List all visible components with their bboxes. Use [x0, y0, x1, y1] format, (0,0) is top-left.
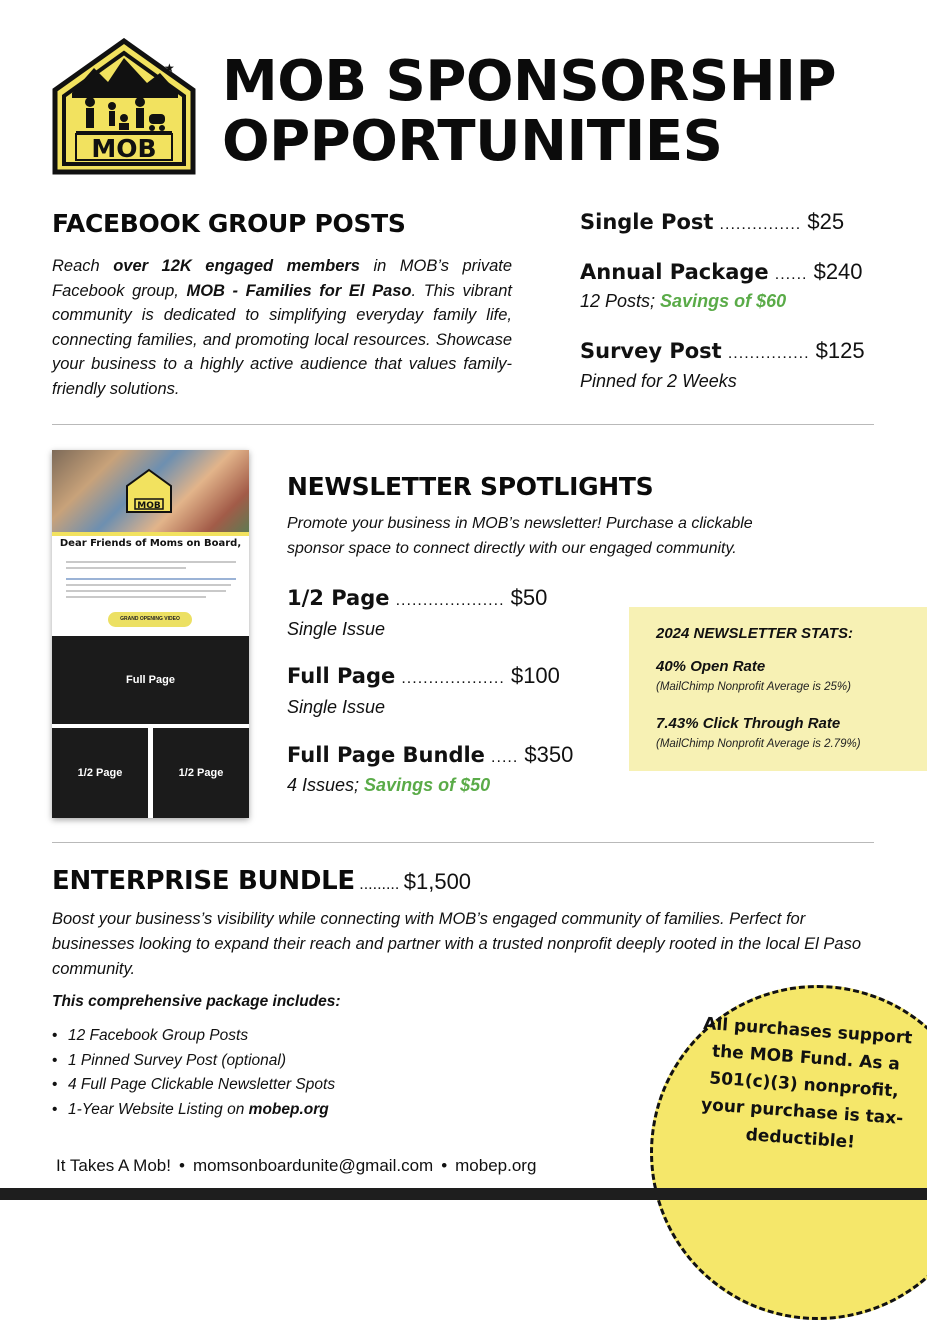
price-half-page: 1/2 Page .................... $50: [287, 585, 548, 610]
survey-post-note: Pinned for 2 Weeks: [580, 371, 737, 391]
price-survey-post: Survey Post ............... $125: [580, 338, 865, 363]
open-rate-stat: 40% Open Rate: [656, 658, 766, 675]
enterprise-amount: $1,500: [403, 869, 472, 894]
includes-title: This comprehensive package includes:: [52, 993, 341, 1010]
newsletter-heading: NEWSLETTER SPOTLIGHTS: [287, 472, 654, 501]
text-line: [66, 578, 236, 580]
list-item: • 4 Full Page Clickable Newsletter Spots: [52, 1073, 335, 1098]
click-rate-note: (MailChimp Nonprofit Average is 2.79%): [656, 738, 861, 750]
facebook-heading: FACEBOOK GROUP POSTS: [52, 209, 406, 238]
price-full-page: Full Page ................... $100: [287, 663, 560, 688]
mob-logo: [52, 38, 196, 176]
footer-email[interactable]: momsonboardunite@gmail.com: [192, 1156, 434, 1175]
stats-title: 2024 NEWSLETTER STATS:: [656, 625, 853, 642]
enterprise-description: Boost your business’s visibility while connecting with MOB’s engaged community of families. Perfect for businesses looking to expand their reach and partner with a trusted nonprofit deeply rooted in the local El Paso community.: [52, 910, 861, 978]
svg-text:★: ★: [164, 61, 175, 75]
footer-tagline: It Takes A Mob!: [56, 1156, 171, 1175]
grand-opening-video-button: GRAND OPENING VIDEO: [108, 612, 192, 627]
facebook-intro: Reach over 12K engaged members in MOB’s private Facebook group, MOB - Families for El Paso. This vibrant community is dedicated to simplifying everyday family life, connecting families, and promoting local resources. Showcase your business to a highly active audience that values family-friendly solutions.: [52, 257, 513, 398]
footer: [56, 1156, 536, 1176]
open-rate-note: (MailChimp Nonprofit Average is 25%): [656, 681, 851, 693]
text-line: [66, 596, 206, 598]
enterprise-heading: ENTERPRISE BUNDLE: [52, 866, 355, 896]
price-annual-package: Annual Package ...... $240: [580, 259, 863, 284]
full-page-slot: Full Page: [52, 636, 249, 724]
newsletter-intro: Promote your business in MOB’s newsletter! Purchase a clickable sponsor space to connect directly with our engaged community.: [287, 515, 753, 557]
annual-package-note: 12 Posts; Savings of $60: [580, 291, 787, 311]
list-item: • 12 Facebook Group Posts: [52, 1024, 335, 1049]
footer-separator: •: [178, 1156, 185, 1175]
tax-deductible-text: All purchases support the MOB Fund. As a 501(c)(3) nonprofit, your purchase is tax-deductible!: [700, 1013, 913, 1153]
list-item: • 1 Pinned Survey Post (optional): [52, 1049, 335, 1074]
price-full-page-bundle: Full Page Bundle ..... $350: [287, 742, 574, 767]
newsletter-accent: [52, 532, 249, 536]
title-line-1: MOB SPONSORSHIP: [222, 49, 836, 114]
half-page-note: Single Issue: [287, 619, 386, 639]
newsletter-preview: [52, 450, 249, 818]
half-page-slot-left: 1/2 Page: [52, 728, 148, 818]
bottom-bar: [0, 1188, 927, 1200]
full-page-note: Single Issue: [287, 697, 386, 717]
full-page-bundle-note: 4 Issues; Savings of $50: [287, 775, 491, 795]
footer-website[interactable]: mobep.org: [455, 1156, 537, 1175]
svg-text:MOB: MOB: [137, 501, 161, 511]
click-rate-stat: 7.43% Click Through Rate: [656, 715, 841, 732]
text-line: [66, 561, 236, 563]
newsletter-greeting: Dear Friends of Moms on Board,: [59, 538, 242, 549]
text-line: [66, 590, 226, 592]
mob-logo-small: [125, 468, 173, 514]
enterprise-dots: .........: [359, 876, 400, 893]
title-line-2: OPPORTUNITIES: [222, 109, 723, 174]
price-single-post: Single Post ............... $25: [580, 209, 845, 234]
svg-text:MOB: MOB: [91, 134, 157, 163]
footer-separator: •: [441, 1156, 448, 1175]
text-line: [66, 584, 231, 586]
divider: [52, 424, 874, 425]
newsletter-stats-box: [629, 607, 927, 771]
list-item: • 1-Year Website Listing on mobep.org: [52, 1098, 335, 1123]
includes-list: [52, 1024, 335, 1122]
divider: [52, 842, 874, 843]
page-title: [222, 49, 902, 174]
enterprise-price-row: [52, 866, 471, 896]
half-page-slot-right: 1/2 Page: [153, 728, 249, 818]
newsletter-hero-photo: [52, 450, 249, 532]
text-line: [66, 567, 186, 569]
